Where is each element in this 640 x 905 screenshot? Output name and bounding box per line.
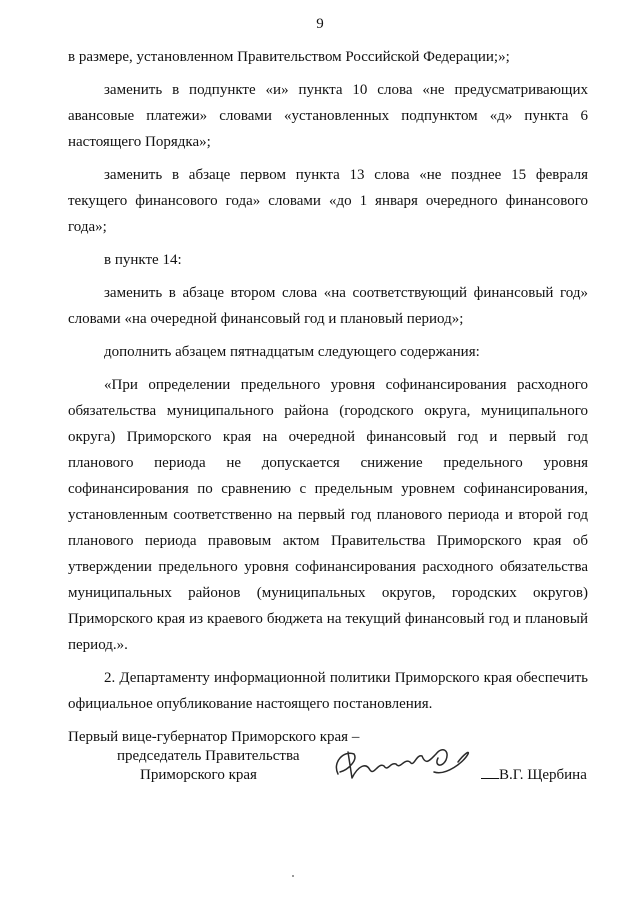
paragraph-1: в размере, установленном Правительством Российской Федерации;»; [68,49,510,65]
signatory-position-line1: Первый вице-губернатор Приморского края – [68,729,360,745]
scan-artifact [292,875,294,877]
signatory-position-line2: председатель Правительства [117,748,300,764]
paragraph-7: «При определении предельного уровня софинансирования расходного обязательства муниципального района (городского округа, муниципального округа) Приморского края на очередной финансовый год и первый год планового периода не допускается снижение предельного уровня софинансирования по сравнению с предельным уровнем софинансирования, установленным соответственно на первый год планового периода и второй год планового периода правовым актом Правительства Приморского края об утверждении предельного уровня софинансирования расходного обязательства муниципальных районов (муниципальных округов, городских округов) Приморского края из краевого бюджета на текущий финансовый год и плановый период.». [68,377,588,653]
paragraph-3: заменить в абзаце первом пункта 13 слова «не позднее 15 февраля текущего финансового года» словами «до 1 января очередного финансового года»; [68,167,588,235]
signatory-position-line3: Приморского края [140,767,257,783]
paragraph-6: дополнить абзацем пятнадцатым следующего содержания: [104,344,480,360]
signatory-name-text: В.Г. Щербина [499,767,587,783]
paragraph-8: 2. Департаменту информационной политики Приморского края обеспечить официальное опубликование настоящего постановления. [68,670,588,712]
page-number: 9 [316,16,324,32]
paragraph-2: заменить в подпункте «и» пункта 10 слова «не предусматривающих авансовые платежи» словами «установленных подпунктом «д» пункта 6 настоящего Порядка»; [68,82,588,150]
handwritten-signature [318,732,488,792]
signatory-name [481,765,587,785]
paragraph-4: в пункте 14: [104,252,182,268]
paragraph-5: заменить в абзаце втором слова «на соответствующий финансовый год» словами «на очередной финансовый год и плановый период»; [68,285,588,327]
